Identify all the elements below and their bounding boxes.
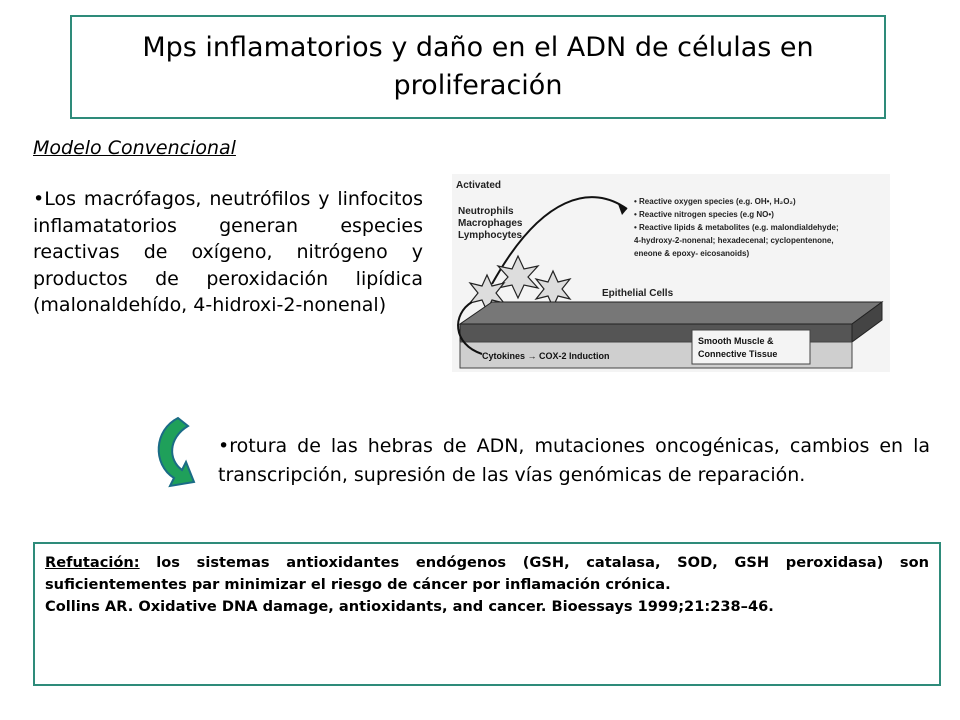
model-heading: Modelo Convencional (33, 137, 236, 159)
fig-species-2: • Reactive nitrogen species (e.g NO•) (634, 210, 774, 219)
refutation-box (33, 542, 941, 686)
fig-cell-lymphocytes: Lymphocytes (458, 230, 523, 241)
figure-illustration (452, 174, 890, 372)
citation: Collins AR. Oxidative DNA damage, antioxidants, and cancer. Bioessays 1999;21:238–46. (45, 598, 774, 615)
fig-species-1: • Reactive oxygen species (e.g. OH•, H₂O₂) (634, 197, 796, 206)
title-box (70, 15, 886, 119)
fig-cell-neutrophils: Neutrophils (458, 206, 514, 217)
bullet-left: •Los macrófagos, neutrófilos y linfocitos inflamatatorios generan especies reactivas de oxígeno, nitrógeno y productos de peroxidación lipídica (malonaldehído, 4-hidroxi-2-nonenal) (33, 188, 423, 316)
refutation-text: los sistemas antioxidantes endógenos (GSH, catalasa, SOD, GSH peroxidasa) son suficientementes par minimizar el riesgo de cáncer por inflamación crónica. (45, 554, 929, 593)
fig-smooth-muscle-1: Smooth Muscle & (698, 336, 774, 346)
fig-cell-macrophages: Macrophages (458, 218, 523, 229)
fig-species-5: eneone & epoxy- eicosanoids) (634, 249, 750, 258)
fig-smooth-muscle-2: Connective Tissue (698, 349, 778, 359)
inflammation-figure (452, 174, 890, 372)
slide-title: Mps inflamatorios y daño en el ADN de células en proliferación (142, 32, 814, 101)
bullet-right: •rotura de las hebras de ADN, mutaciones oncogénicas, cambios en la transcripción, supresión de las vías genómicas de reparación. (218, 435, 930, 486)
refutation-label: Refutación: (45, 554, 140, 571)
fig-cytokines-label: Cytokines → COX-2 Induction (482, 351, 610, 361)
fig-activated: Activated (456, 180, 502, 191)
fig-species-4: 4-hydroxy-2-nonenal; hexadecenal; cyclopentenone, (634, 236, 834, 245)
curved-down-arrow-icon (148, 416, 208, 496)
fig-species-3: • Reactive lipids & metabolites (e.g. malondialdehyde; (634, 223, 839, 232)
fig-epithelial-label: Epithelial Cells (602, 288, 674, 299)
